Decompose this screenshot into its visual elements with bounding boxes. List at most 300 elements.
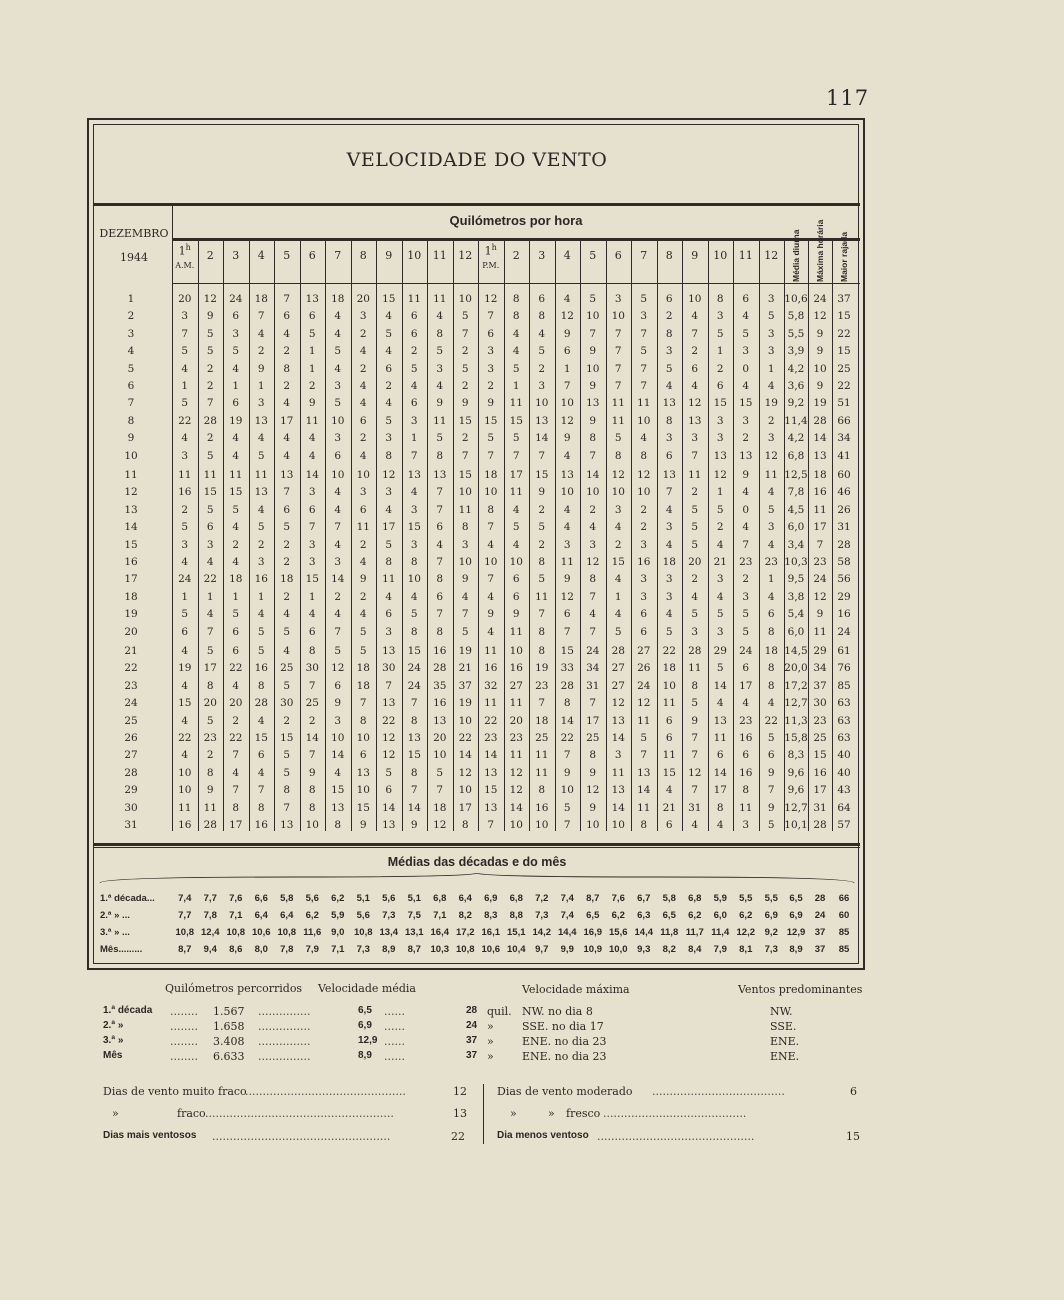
table-cell: 0 [742, 503, 750, 516]
table-cell: 4 [716, 590, 724, 603]
table-cell: 15 [356, 801, 370, 814]
means-cell: 6,2 [305, 910, 319, 921]
table-cell: 3 [487, 345, 495, 358]
table-cell: 24 [586, 645, 600, 657]
means-cell: 6,5 [662, 910, 676, 921]
table-cell: 5 [767, 732, 775, 744]
table-cell: 8 [538, 310, 546, 323]
table-cell: 28 [837, 538, 851, 551]
dots: ...................................................... [205, 1107, 394, 1120]
table-cell: 4 [742, 486, 750, 499]
table-cell: 56 [837, 573, 851, 586]
table-cell: 2 [308, 714, 316, 727]
table-cell: 35 [433, 679, 447, 692]
table-cell: 7 [538, 449, 546, 462]
means-cell: 5,9 [331, 910, 345, 921]
means-cell: 8,6 [229, 944, 243, 955]
table-cell: 20 [178, 293, 192, 305]
table-cell: 24 [813, 573, 827, 586]
table-cell: 12 [509, 784, 523, 797]
table-cell: 9 [487, 397, 495, 410]
means-cell: 7,6 [229, 893, 243, 904]
table-cell: 7 [691, 449, 699, 462]
table-cell: 8 [538, 784, 546, 797]
table-cell: 27 [611, 679, 625, 692]
table-cell: 22 [178, 414, 192, 427]
table-cell: 17 [713, 784, 727, 797]
means-cell: 8,0 [254, 944, 268, 955]
table-cell: 27 [509, 679, 523, 692]
means-cell: 37 [814, 944, 826, 955]
table-cell: 3 [665, 432, 673, 445]
means-cell: 8,9 [789, 944, 803, 955]
table-cell: 2 [283, 714, 291, 727]
table-cell: 4 [665, 784, 673, 797]
table-cell: 7 [461, 327, 469, 340]
table-cell: 10 [484, 556, 498, 568]
table-cell: 11 [407, 293, 421, 305]
table-cell: 4 [334, 608, 342, 621]
table-cell: 5 [691, 503, 699, 516]
table-cell: 18 [764, 645, 778, 657]
table-cell: 27 [611, 662, 625, 675]
table-cell: 12 [203, 293, 217, 305]
table-cell: 2 [359, 538, 367, 551]
summary-dots: ...... [384, 1005, 405, 1018]
table-cell: 22 [382, 714, 396, 727]
table-cell: 4 [385, 397, 393, 410]
table-cell: 7 [410, 784, 418, 797]
means-cell: 7,1 [331, 944, 345, 955]
means-cell: 10,6 [252, 927, 271, 938]
table-cell: 4 [691, 310, 699, 323]
table-cell: 15 [382, 293, 396, 305]
summary-dots: ........ [170, 1050, 198, 1063]
means-cell: 8,8 [509, 910, 523, 921]
means-cell: 7,1 [229, 910, 243, 921]
table-cell: 10 [586, 486, 600, 499]
table-cell: 24 [407, 662, 421, 675]
table-cell: 3 [767, 327, 775, 340]
table-cell: 8 [257, 801, 265, 814]
table-cell: 6 [308, 625, 316, 638]
day-label: 23 [124, 679, 138, 692]
table-cell: 6 [665, 449, 673, 462]
table-cell: 9,6 [787, 766, 805, 779]
table-cell: 9 [589, 766, 597, 779]
table-cell: 15 [458, 469, 472, 481]
table-cell: 14 [458, 749, 472, 762]
table-cell: 3 [206, 538, 214, 551]
table-cell: 13 [637, 766, 651, 779]
table-cell: 5 [257, 449, 265, 462]
table-cell: 5 [410, 362, 418, 375]
means-cell: 6,8 [433, 893, 447, 904]
table-cell: 6 [716, 380, 724, 392]
page-title: VELOCIDADE DO VENTO [346, 149, 608, 171]
table-cell: 6 [410, 327, 418, 340]
table-cell: 4 [436, 380, 444, 392]
table-cell: 22 [560, 732, 574, 744]
table-cell: 13 [356, 766, 370, 779]
table-cell: 3 [742, 345, 750, 358]
table-cell: 7 [665, 486, 673, 499]
table-cell: 7 [283, 486, 291, 499]
summary-unit: » [487, 1050, 494, 1063]
table-cell: 5 [640, 293, 648, 305]
summary-km: 1.658 [213, 1020, 245, 1033]
table-cell: 15,8 [784, 732, 808, 744]
table-cell: 28 [203, 819, 217, 831]
table-cell: 1 [308, 362, 316, 375]
table-cell: 4 [334, 327, 342, 340]
table-cell: 7 [691, 784, 699, 797]
table-cell: 8 [334, 819, 342, 831]
means-cell: 24 [814, 910, 826, 921]
summary-max-note: ENE. no dia 23 [522, 1035, 607, 1048]
table-cell: 4 [232, 362, 240, 375]
summary-max: 28 [466, 1005, 478, 1016]
table-cell: 7 [436, 503, 444, 516]
table-cell: 28 [203, 414, 217, 427]
means-cell: 6,2 [611, 910, 625, 921]
table-cell: 15 [739, 397, 753, 410]
day-label: 1 [127, 293, 135, 305]
table-cell: 6 [691, 362, 699, 375]
table-cell: 6,8 [787, 449, 805, 462]
table-cell: 11 [637, 397, 651, 410]
table-cell: 14 [611, 732, 625, 744]
table-cell: 10 [458, 556, 472, 568]
table-cell: 7 [512, 449, 520, 462]
table-cell: 10 [535, 819, 549, 831]
table-cell: 12,7 [784, 697, 808, 710]
table-cell: 30 [280, 697, 294, 710]
table-cell: 7 [436, 608, 444, 621]
days-value: 12 [453, 1085, 467, 1098]
table-cell: 8 [512, 293, 520, 305]
table-cell: 8 [410, 714, 418, 727]
means-cell: 6,8 [509, 893, 523, 904]
table-cell: 7 [589, 327, 597, 340]
table-cell: 13 [739, 449, 753, 462]
table-cell: 7 [742, 538, 750, 551]
table-cell: 28 [611, 645, 625, 657]
table-cell: 2 [716, 362, 724, 375]
means-cell: 6,4 [254, 910, 268, 921]
table-cell: 2 [232, 538, 240, 551]
table-cell: 13 [586, 397, 600, 410]
day-label: 12 [124, 486, 138, 499]
table-cell: 8 [436, 327, 444, 340]
table-cell: 3 [716, 432, 724, 445]
table-cell: 11 [813, 503, 827, 516]
table-cell: 5,4 [787, 608, 805, 621]
table-cell: 85 [837, 679, 851, 692]
table-cell: 7 [181, 327, 189, 340]
table-cell: 16 [254, 573, 268, 586]
table-cell: 3 [359, 310, 367, 323]
table-cell: 14 [637, 784, 651, 797]
table-cell: 8 [767, 679, 775, 692]
table-cell: 1 [716, 486, 724, 499]
table-cell: 3,9 [787, 345, 805, 358]
table-cell: 3 [665, 590, 673, 603]
table-cell: 23 [813, 556, 827, 568]
table-cell: 5 [767, 310, 775, 323]
table-cell: 13 [331, 801, 345, 814]
table-cell: 3 [385, 486, 393, 499]
table-cell: 11 [739, 801, 753, 814]
table-cell: 2 [385, 380, 393, 392]
table-cell: 7 [614, 362, 622, 375]
table-cell: 3 [257, 556, 265, 568]
table-cell: 16 [484, 662, 498, 675]
table-cell: 15 [484, 784, 498, 797]
table-cell: 4 [206, 556, 214, 568]
hour-header: 10 [713, 249, 728, 262]
table-cell: 5 [691, 538, 699, 551]
table-cell: 26 [637, 662, 651, 675]
summary-max-note: ENE. no dia 23 [522, 1050, 607, 1063]
table-cell: 12 [611, 697, 625, 710]
table-cell: 5 [538, 345, 546, 358]
means-cell: 7,7 [203, 893, 217, 904]
table-cell: 4 [436, 310, 444, 323]
table-cell: 1 [563, 362, 571, 375]
means-cell: 11,7 [685, 927, 704, 938]
table-cell: 10 [560, 784, 574, 797]
table-cell: 14 [484, 749, 498, 762]
hour-header: 7 [334, 249, 342, 262]
table-cell: 6 [232, 645, 240, 657]
table-cell: 4 [487, 625, 495, 638]
table-cell: 12 [382, 732, 396, 744]
table-cell: 5 [232, 503, 240, 516]
table-cell: 4 [232, 432, 240, 445]
means-cell: 11,6 [303, 927, 322, 938]
table-cell: 7 [487, 521, 495, 534]
days-value: 13 [453, 1107, 467, 1120]
table-cell: 4 [563, 449, 571, 462]
means-cell: 10,6 [481, 944, 500, 955]
hour-header: 10 [407, 249, 422, 262]
table-cell: 4,2 [787, 432, 805, 445]
table-cell: 7 [816, 538, 824, 551]
table-cell: 4 [359, 380, 367, 392]
table-cell: 6 [767, 749, 775, 762]
table-cell: 6 [665, 714, 673, 727]
table-cell: 1 [206, 590, 214, 603]
summary-max: 37 [466, 1035, 478, 1046]
means-cell: 7,5 [407, 910, 421, 921]
means-cell: 9,4 [203, 944, 217, 955]
table-cell: 5,5 [787, 327, 805, 340]
table-cell: 11 [178, 801, 192, 814]
table-cell: 13 [433, 469, 447, 481]
days-label: fresco [566, 1107, 601, 1120]
day-label: 2 [127, 310, 135, 323]
table-cell: 16 [178, 486, 192, 499]
table-cell: 8 [232, 801, 240, 814]
table-cell: 4 [232, 766, 240, 779]
table-cell: 31 [586, 679, 600, 692]
table-cell: 6,0 [787, 625, 805, 638]
table-cell: 5 [308, 327, 316, 340]
table-cell: 63 [837, 714, 851, 727]
table-cell: 24 [637, 679, 651, 692]
table-cell: 4 [563, 521, 571, 534]
table-cell: 9 [563, 432, 571, 445]
table-cell: 31 [837, 521, 851, 534]
table-cell: 6 [308, 503, 316, 516]
table-cell: 3 [487, 362, 495, 375]
table-cell: 13 [305, 293, 319, 305]
means-cell: 14,4 [634, 927, 653, 938]
table-cell: 4 [181, 432, 189, 445]
table-cell: 16 [433, 645, 447, 657]
table-cell: 11 [509, 625, 523, 638]
table-cell: 18 [229, 573, 243, 586]
table-cell: 2 [461, 380, 469, 392]
header-rule [94, 203, 860, 206]
table-cell: 29 [837, 590, 851, 603]
table-cell: 6 [742, 662, 750, 675]
table-cell: 13 [713, 714, 727, 727]
table-cell: 8 [767, 625, 775, 638]
table-cell: 10,3 [784, 556, 808, 568]
table-cell: 13 [611, 784, 625, 797]
table-cell: 3 [716, 310, 724, 323]
table-cell: 6 [665, 732, 673, 744]
table-cell: 4 [742, 521, 750, 534]
table-cell: 8 [257, 679, 265, 692]
means-cell: 7,4 [560, 893, 574, 904]
means-cell: 5,9 [713, 893, 727, 904]
table-cell: 9 [512, 608, 520, 621]
table-cell: 10 [509, 819, 523, 831]
table-cell: 7 [257, 784, 265, 797]
hour-header: 1$^h$ P.M. [482, 243, 500, 270]
table-cell: 11,4 [784, 414, 808, 427]
day-label: 31 [124, 819, 138, 831]
table-cell: 3 [665, 573, 673, 586]
table-cell: 3 [665, 521, 673, 534]
table-cell: 4 [589, 521, 597, 534]
table-cell: 7 [232, 749, 240, 762]
table-cell: 8 [742, 784, 750, 797]
table-cell: 22 [764, 714, 778, 727]
table-cell: 9 [563, 327, 571, 340]
table-cell: 6 [359, 414, 367, 427]
table-cell: 5 [665, 362, 673, 375]
days-divider [483, 1084, 484, 1144]
table-cell: 2 [283, 590, 291, 603]
means-cell: 5,6 [305, 893, 319, 904]
summary-max: 24 [466, 1020, 478, 1031]
table-cell: 5 [181, 521, 189, 534]
table-cell: 5 [487, 432, 495, 445]
table-cell: 20 [203, 697, 217, 710]
table-cell: 11 [178, 469, 192, 481]
table-cell: 1 [308, 590, 316, 603]
table-cell: 3 [767, 432, 775, 445]
table-cell: 11 [764, 469, 778, 481]
table-cell: 5 [461, 625, 469, 638]
table-cell: 4 [385, 345, 393, 358]
means-cell: 6,4 [280, 910, 294, 921]
table-cell: 11 [535, 590, 549, 603]
table-cell: 1 [716, 345, 724, 358]
table-cell: 13 [813, 449, 827, 462]
table-cell: 5 [283, 679, 291, 692]
table-cell: 7 [436, 486, 444, 499]
stat-header: Máxima horária [815, 219, 825, 282]
table-cell: 4 [410, 590, 418, 603]
table-cell: 5 [410, 608, 418, 621]
day-label: 14 [124, 521, 138, 534]
table-cell: 4 [640, 432, 648, 445]
table-cell: 15 [203, 486, 217, 499]
table-cell: 5 [385, 414, 393, 427]
table-cell: 19 [229, 414, 243, 427]
table-cell: 8 [308, 801, 316, 814]
table-cell: 8 [640, 819, 648, 831]
table-cell: 22 [229, 662, 243, 675]
table-cell: 3 [563, 538, 571, 551]
table-cell: 4 [257, 766, 265, 779]
table-cell: 6 [232, 625, 240, 638]
table-cell: 12 [382, 749, 396, 762]
table-cell: 7 [436, 784, 444, 797]
means-cell: 8,7 [178, 944, 192, 955]
table-cell: 7 [232, 784, 240, 797]
table-cell: 25 [535, 732, 549, 744]
table-cell: 17 [229, 819, 243, 831]
summary-unit: » [487, 1020, 494, 1033]
table-cell: 6 [385, 362, 393, 375]
table-cell: 4 [359, 608, 367, 621]
hour-header: 11 [432, 249, 447, 262]
hour-header-rule [172, 283, 860, 284]
table-cell: 6 [410, 397, 418, 410]
table-cell: 6 [359, 749, 367, 762]
table-cell: 7 [487, 449, 495, 462]
table-cell: 5 [283, 749, 291, 762]
table-cell: 30 [813, 697, 827, 710]
means-cell: 8,7 [407, 944, 421, 955]
table-cell: 11 [611, 414, 625, 427]
table-cell: 9 [767, 801, 775, 814]
table-cell: 10 [535, 397, 549, 410]
table-cell: 8 [436, 573, 444, 586]
means-cell: 8,7 [586, 893, 600, 904]
table-cell: 11 [509, 397, 523, 410]
hour-header: 2 [206, 249, 214, 262]
table-cell: 64 [837, 801, 851, 814]
table-cell: 3 [334, 432, 342, 445]
table-cell: 13 [662, 397, 676, 410]
table-cell: 28 [560, 679, 574, 692]
table-cell: 4 [665, 538, 673, 551]
table-cell: 3 [436, 362, 444, 375]
table-cell: 25 [813, 732, 827, 744]
table-cell: 29 [713, 645, 727, 657]
table-cell: 14 [331, 573, 345, 586]
table-cell: 8 [538, 556, 546, 568]
table-cell: 1 [767, 573, 775, 586]
table-cell: 4 [359, 449, 367, 462]
